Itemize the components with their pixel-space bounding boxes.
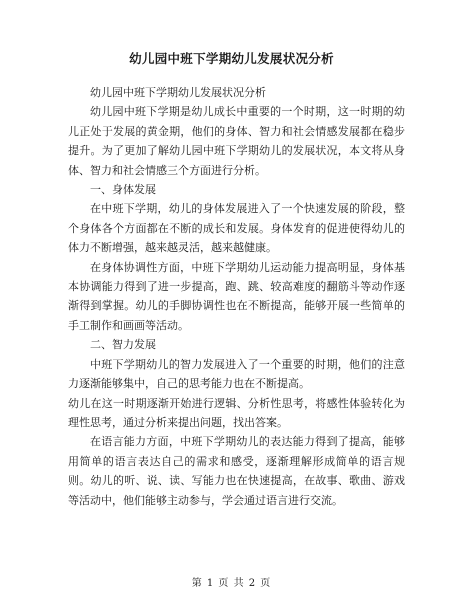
language-paragraph: 在语言能力方面，中班下学期幼儿的表达能力得到了提高，能够用简单的语言表达自己的需求和感受，逐渐理解形成简单的语言规则。幼儿的听、说、读、写能力也在快速提高，在故事、歌曲、游戏等活动中，他们能够主动参与，学会通过语言进行交流。	[68, 435, 405, 507]
intro-paragraph: 幼儿园中班下学期是幼儿成长中重要的一个时期，这一时期的幼儿正处于发展的黄金期，他们的身体、智力和社会情感发展都在稳步提升。为了更加了解幼儿园中班下学期幼儿的发展状况，本文将从身体、智力和社会情感三个方面进行分析。	[68, 105, 405, 177]
section-heading-intellect: 二、智力发展	[90, 338, 156, 352]
section-heading-physical: 一、身体发展	[90, 183, 156, 197]
physical-paragraph-1: 在中班下学期，幼儿的身体发展进入了一个快速发展的阶段，整个身体各个方面都在不断的成长和发展。身体发育的促进使得幼儿的体力不断增强，越来越灵活，越来越健康。	[68, 202, 405, 255]
intellect-paragraph-1: 中班下学期幼儿的智力发展进入了一个重要的时期，他们的注意力逐渐能够集中，自己的思考能力也在不断提高。	[68, 357, 405, 391]
page-number-footer: 第 1 页 共 2 页	[191, 578, 272, 589]
intellect-paragraph-2: 幼儿在这一时期逐渐开始进行逻辑、分析性思考，将感性体验转化为理性思考，通过分析来提出问题，找出答案。	[68, 396, 405, 429]
document-body	[68, 83, 405, 510]
document-title: 幼儿园中班下学期幼儿发展状况分析	[129, 51, 334, 66]
physical-paragraph-2: 在身体协调性方面，中班下学期幼儿运动能力提高明显，身体基本协调能力得到了进一步提高，跑、跳、较高难度的翻筋斗等动作逐渐得到掌握。幼儿的手脚协调性也在不断提高，能够开展一些简单的手工制作和画画等活动。	[68, 260, 405, 332]
subtitle-paragraph: 幼儿园中班下学期幼儿发展状况分析	[90, 86, 266, 99]
